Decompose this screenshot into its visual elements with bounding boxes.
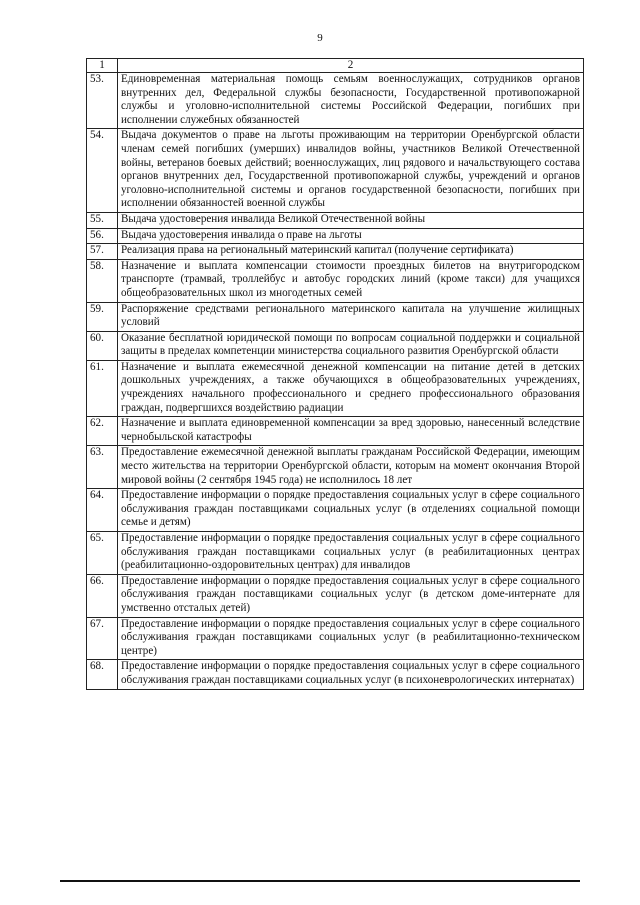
service-name: Распоряжение средствами регионального материнского капитала на улучшение жилищных условий bbox=[118, 302, 584, 331]
service-name: Предоставление информации о порядке предоставления социальных услуг в сфере социального обслуживания граждан поставщиками социальных услуг (в детском доме-интернате для умственно отсталых детей) bbox=[118, 574, 584, 617]
row-number: 64. bbox=[87, 489, 118, 532]
table-row bbox=[87, 446, 584, 489]
services-table bbox=[86, 58, 584, 690]
service-name: Назначение и выплата компенсации стоимости проездных билетов на внутригородском транспорте (трамвай, троллейбус и автобус городских линий (кроме такси) для учащихся общеобразовательных школ из многодетных семей bbox=[118, 259, 584, 302]
row-number: 68. bbox=[87, 660, 118, 689]
row-number: 54. bbox=[87, 129, 118, 213]
service-name: Реализация права на региональный материнский капитал (получение сертификата) bbox=[118, 244, 584, 260]
table-row bbox=[87, 302, 584, 331]
row-number: 63. bbox=[87, 446, 118, 489]
service-name: Выдача удостоверения инвалида Великой Отечественной войны bbox=[118, 212, 584, 228]
row-number: 61. bbox=[87, 360, 118, 416]
service-name: Выдача документов о праве на льготы проживающим на территории Оренбургской области членам семей погибших (умерших) инвалидов войны, участников Великой Отечественной войны, ветеранов боевых действий; военнослужащих, лиц рядового и начальствующего состава органов внутренних дел, Государственной противопожарной службы, учреждений и органов уголовно-исполнительной системы и органов государственной безопасности, погибших при исполнении обязанностей военной службы bbox=[118, 129, 584, 213]
service-name: Назначение и выплата ежемесячной денежной компенсации на питание детей в детских дошкольных учреждениях, а также обучающихся в общеобразовательных учреждениях, учреждениях начального профессионального и среднего профессионального образования граждан, подвергшихся воздействию радиации bbox=[118, 360, 584, 416]
row-number: 53. bbox=[87, 73, 118, 129]
service-name: Оказание бесплатной юридической помощи по вопросам социальной поддержки и социальной защиты в пределах компетенции министерства социального развития Оренбургской области bbox=[118, 331, 584, 360]
service-name: Выдача удостоверения инвалида о праве на льготы bbox=[118, 228, 584, 244]
table-row bbox=[87, 617, 584, 660]
row-number: 55. bbox=[87, 212, 118, 228]
row-number: 58. bbox=[87, 259, 118, 302]
table-row bbox=[87, 360, 584, 416]
service-name: Предоставление информации о порядке предоставления социальных услуг в сфере социального обслуживания граждан поставщиками социальных услуг (в отделениях социальной помощи семье и детям) bbox=[118, 489, 584, 532]
row-number: 62. bbox=[87, 417, 118, 446]
table-row bbox=[87, 228, 584, 244]
column-header-number: 1 bbox=[87, 59, 118, 73]
table-row bbox=[87, 212, 584, 228]
table-header-row bbox=[87, 59, 584, 73]
service-name: Единовременная материальная помощь семьям военнослужащих, сотрудников органов внутренних дел, Федеральной службы безопасности, Государственной противопожарной службы и уголовно-исполнительной системы Российской Федерации, погибших при исполнении служебных обязанностей bbox=[118, 73, 584, 129]
row-number: 57. bbox=[87, 244, 118, 260]
table-row bbox=[87, 129, 584, 213]
row-number: 56. bbox=[87, 228, 118, 244]
table-row bbox=[87, 244, 584, 260]
row-number: 67. bbox=[87, 617, 118, 660]
service-name: Назначение и выплата единовременной компенсации за вред здоровью, нанесенный вследствие чернобыльской катастрофы bbox=[118, 417, 584, 446]
bottom-rule bbox=[60, 880, 580, 882]
table-row bbox=[87, 660, 584, 689]
table-row bbox=[87, 331, 584, 360]
row-number: 65. bbox=[87, 532, 118, 575]
service-name: Предоставление информации о порядке предоставления социальных услуг в сфере социального обслуживания граждан поставщиками социальных услуг (в реабилитационно-техническом центре) bbox=[118, 617, 584, 660]
row-number: 59. bbox=[87, 302, 118, 331]
page-number: 9 bbox=[317, 32, 323, 44]
service-name: Предоставление ежемесячной денежной выплаты гражданам Российской Федерации, имеющим место жительства на территории Оренбургской области, которым на момент окончания Второй мировой войны (2 сентября 1945 года) не исполнилось 18 лет bbox=[118, 446, 584, 489]
table-row bbox=[87, 489, 584, 532]
service-name: Предоставление информации о порядке предоставления социальных услуг в сфере социального обслуживания граждан поставщиками социальных услуг (в психоневрологических интернатах) bbox=[118, 660, 584, 689]
column-header-service: 2 bbox=[118, 59, 584, 73]
table-row bbox=[87, 574, 584, 617]
table-row bbox=[87, 259, 584, 302]
service-name: Предоставление информации о порядке предоставления социальных услуг в сфере социального обслуживания граждан поставщиками социальных услуг (в реабилитационных центрах (реабилитационно-оздоровительных центрах) для инвалидов bbox=[118, 532, 584, 575]
table-row bbox=[87, 532, 584, 575]
table-row bbox=[87, 417, 584, 446]
row-number: 66. bbox=[87, 574, 118, 617]
table-row bbox=[87, 73, 584, 129]
row-number: 60. bbox=[87, 331, 118, 360]
